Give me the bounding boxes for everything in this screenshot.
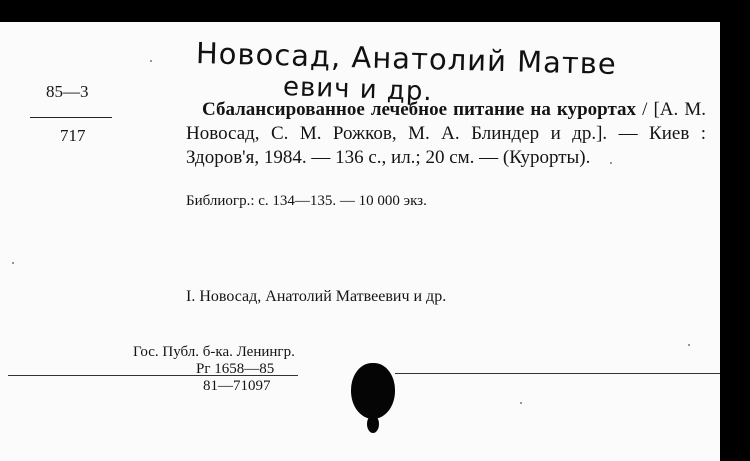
scan-speck xyxy=(12,262,14,264)
entry-title: Сбалансированное лечебное питание на курортах xyxy=(202,99,637,120)
scan-speck xyxy=(150,60,152,62)
scan-speck xyxy=(520,402,522,404)
author-tracing: I. Новосад, Анатолий Матвеевич и др. xyxy=(186,288,447,305)
entry-details: / [А. М. Новосад, С. М. Рожков, М. А. Блиндер и др.]. — Киев : Здоров'я, 1984. — 136 с., ил.; 20 см. — (Курорты). xyxy=(186,99,706,168)
shelfmark-divider xyxy=(30,117,112,118)
shelfmark-class-number: 85—3 xyxy=(46,82,89,101)
registration-code: Рг 1658—85 xyxy=(196,361,275,377)
bibliography-note: Библиогр.: с. 134—135. — 10 000 экз. xyxy=(186,193,427,209)
library-source: Гос. Публ. б-ка. Ленингр. xyxy=(133,344,295,360)
punch-hole xyxy=(351,363,395,419)
handwritten-author-line2: евич и др. xyxy=(282,72,434,108)
bibliographic-entry xyxy=(186,98,706,170)
ruled-line-right xyxy=(395,373,720,374)
catalog-card xyxy=(0,22,720,461)
ruled-line-left xyxy=(8,375,298,376)
handwritten-author-line1: Новосад, Анатолий Матве xyxy=(195,36,618,82)
shelfmark-book-number: 717 xyxy=(60,126,86,145)
scan-speck xyxy=(688,344,690,346)
card-number: 81—71097 xyxy=(203,378,271,394)
